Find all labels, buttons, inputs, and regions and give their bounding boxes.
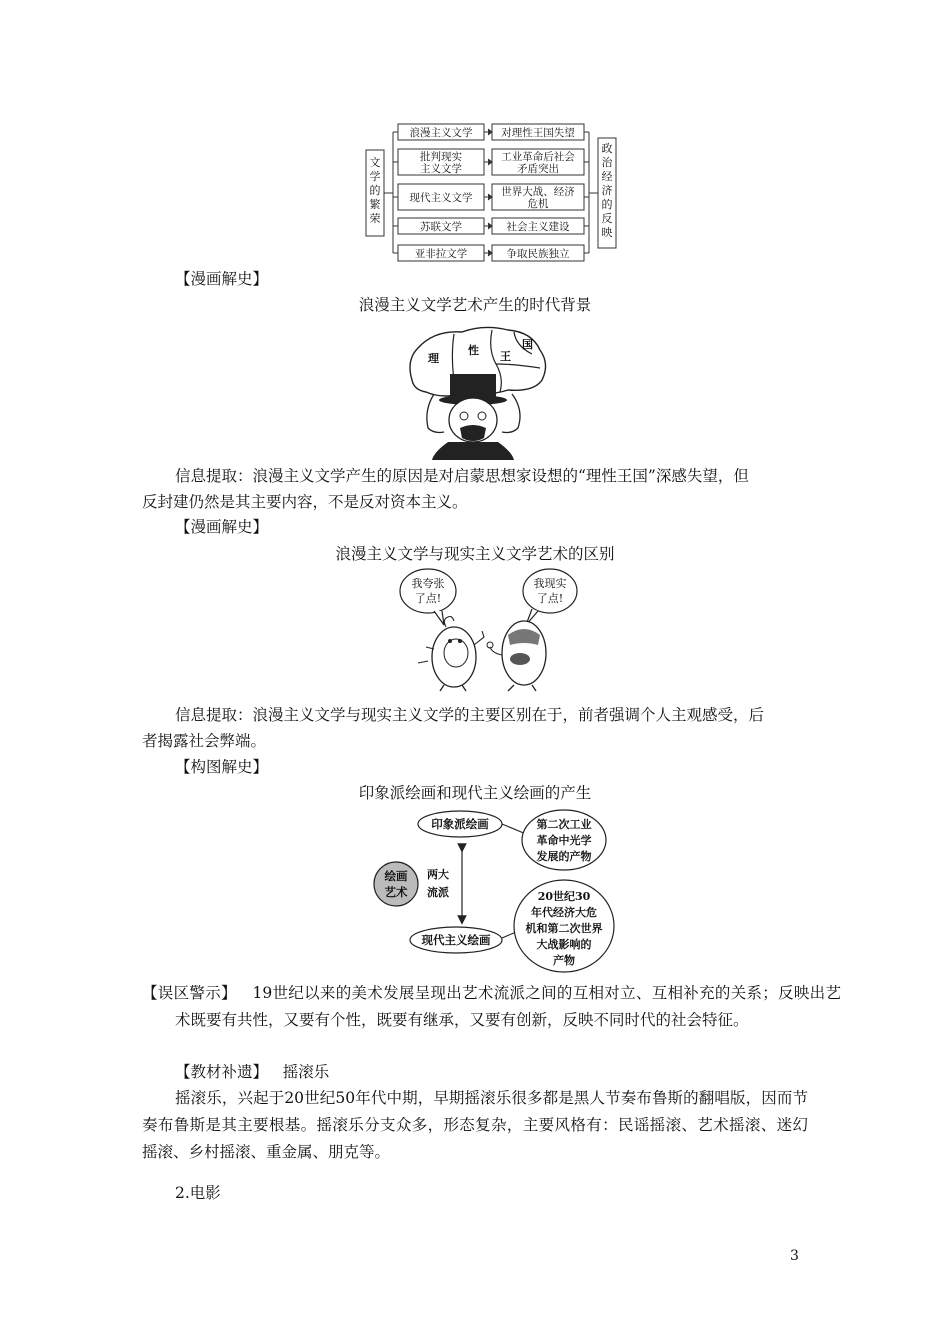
supplement-text: 摇滚乐，兴起于20世纪50年代中期，早期摇滚乐很多都是黑人节奏布鲁斯的翻唱版，因而节奏布鲁斯是其主要根基。摇滚乐分支众多，形态复杂，主要风格有：民谣摇滚、艺术摇滚、迷幻摇滚、乡村摇滚、重金属、朋克等。 (142, 1089, 808, 1161)
painting-diagram (368, 808, 618, 976)
section3-title: 印象派绘画和现代主义绘画的产生 (358, 784, 592, 802)
genre-label-5-line1: 亚非拉文学 (414, 248, 468, 260)
genre-label-2-line2: 主义文学 (420, 163, 462, 175)
section2-title: 浪漫主义文学与现实主义文学艺术的区别 (335, 545, 615, 563)
bottom-node-label: 现代主义绘画 (421, 933, 491, 947)
bottom-cause-line2: 年代经济大危 (531, 906, 597, 919)
bottom-cause-line1: 20世纪30 (537, 890, 591, 903)
reason-label-4-line1: 社会主义建设 (506, 221, 570, 233)
reason-label-5-line1: 争取民族独立 (506, 248, 570, 260)
reason-label-2-line2: 矛盾突出 (517, 163, 559, 175)
warning-text: 19世纪以来的美术发展呈现出艺术流派之间的互相对立、互相补充的关系；反映出艺术既要有共性，又要有个性，既要有继承，又要有创新，反映不同时代的社会特征。 (175, 984, 841, 1029)
page-number: 3 (790, 1248, 799, 1264)
branch-label-line2: 流派 (427, 886, 449, 899)
top-node-label: 印象派绘画 (431, 817, 489, 831)
next-heading: 2.电影 (175, 1184, 221, 1202)
section2-info-line1: 信息提取：浪漫主义文学与现实主义文学的主要区别在于，前者强调个人主观感受，后 (175, 706, 765, 724)
center-line2: 艺术 (384, 885, 408, 899)
warning-label: 【误区警示】 (142, 984, 237, 1002)
supplement-label: 【教材补遗】 (175, 1063, 269, 1081)
left-label-text: 文学的繁荣 (369, 156, 381, 225)
section1-title: 浪漫主义文学艺术产生的时代背景 (358, 296, 592, 314)
literature-diagram (360, 120, 622, 265)
supplement-topic: 摇滚乐 (282, 1063, 330, 1081)
branch-label-line1: 两大 (427, 868, 449, 881)
bubble-right-line1: 我现实 (533, 577, 567, 590)
genre-label-2-line1: 批判现实 (420, 151, 462, 163)
genre-label-1-line1: 浪漫主义文学 (409, 127, 473, 139)
bottom-cause-line4: 大战影响的 (536, 938, 592, 951)
right-label-text: 政治经济的反映 (601, 142, 613, 239)
top-cause-line1: 第二次工业 (536, 818, 592, 831)
cartoon-word-2: 性 (468, 344, 479, 357)
cartoon-word-1: 理 (428, 352, 439, 365)
reason-label-3-line1: 世界大战、经济 (501, 186, 575, 198)
center-line1: 绘画 (384, 869, 408, 883)
section2-heading: 【漫画解史】 (175, 518, 269, 536)
section3-heading: 【构图解史】 (175, 758, 269, 776)
bottom-cause-line3: 机和第二次世界 (525, 922, 603, 935)
top-cause-line3: 发展的产物 (536, 850, 592, 863)
cartoon-word-4: 国 (522, 338, 533, 351)
romantic-realist-cartoon (398, 565, 578, 695)
top-cause-line2: 革命中光学 (536, 834, 592, 847)
section2-info-line2: 者揭露社会弊端。 (142, 732, 267, 750)
supplement-heading (175, 1059, 329, 1086)
section1-heading: 【漫画解史】 (175, 270, 269, 288)
section1-info-line1: 信息提取：浪漫主义文学产生的原因是对启蒙思想家设想的“理性王国”深感失望，但 (175, 467, 749, 485)
section1-info-line2: 反封建仍然是其主要内容，不是反对资本主义。 (142, 493, 468, 511)
bottom-cause-line5: 产物 (553, 954, 575, 967)
reason-label-3-line2: 危机 (527, 198, 549, 210)
reason-kingdom-cartoon (404, 320, 550, 460)
genre-label-3-line1: 现代主义文学 (409, 192, 473, 204)
bubble-right-line2: 了点! (536, 592, 564, 605)
bubble-left-line1: 我夸张 (411, 577, 445, 590)
reason-label-1-line1: 对理性王国失望 (501, 127, 575, 139)
reason-label-2-line1: 工业革命后社会 (501, 151, 575, 163)
genre-label-4-line1: 苏联文学 (420, 221, 462, 233)
bubble-left-line2: 了点! (414, 592, 442, 605)
warning-paragraph (142, 980, 841, 1034)
cartoon-word-3: 王 (500, 350, 511, 363)
